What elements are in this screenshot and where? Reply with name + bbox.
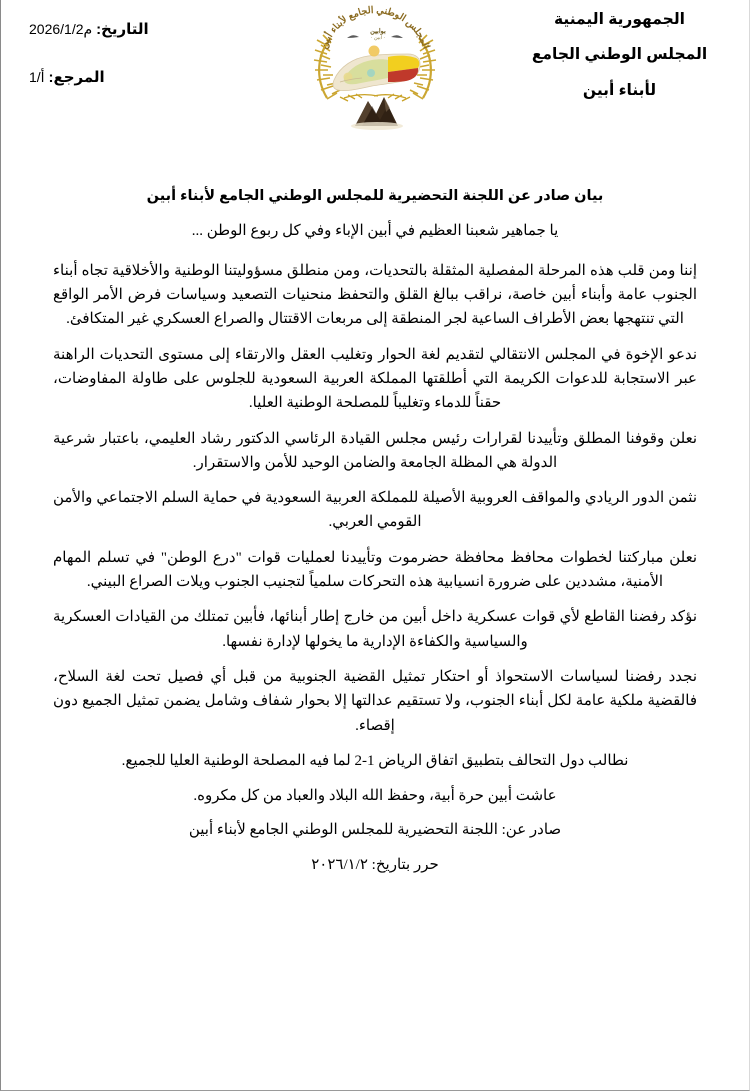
letterhead-meta-block — [29, 20, 249, 86]
emblem-ornament-right — [391, 35, 403, 38]
letterhead-council-line: المجلس الوطني الجامع — [531, 46, 708, 64]
letterhead-affiliation-line: لأبناء أبين — [582, 81, 657, 99]
emblem-logo — [300, 2, 450, 134]
reference-label: المرجع: — [48, 69, 105, 86]
paragraph: ندعو الإخوة في المجلس الانتقالي لتقديم لغة الحوار وتغليب العقل والارتقاء إلى مستوى التحديات الراهنة عبر الاستجابة للدعوات الكريمة التي أطلقتها المملكة العربية السعودية للجلوس على طاولة المفاوضات، حقناً للدماء وتغليباً للمصلحة الوطنية العليا. — [53, 346, 697, 412]
emblem-inner-subtext: · ابين · — [370, 35, 386, 41]
closing-line: عاشت أبين حرة أبية، وحفظ الله البلاد والعباد من كل مكروه. — [193, 788, 557, 805]
letterhead — [1, 0, 749, 150]
reference-value: أ/1 — [29, 69, 45, 85]
emblem-ornament-left — [347, 35, 359, 38]
signature-line: صادر عن: اللجنة التحضيرية للمجلس الوطني الجامع لأبناء أبين — [188, 822, 562, 839]
emblem-inner-text: بوابين — [370, 28, 386, 35]
paragraph: نجدد رفضنا لسياسات الاستحواذ أو احتكار تمثيل القضية الجنوبية من قبل أي فصيل تحت لغة السلاح، فالقضية ملكية عامة لكل أبناء الجنوب، ولا تستقيم عدالتها إلا بحوار شفاف وشامل يضمن تمثيل الجميع دون إقصاء. — [53, 668, 697, 734]
paragraph: نثمن الدور الريادي والمواقف العروبية الأصيلة للمملكة العربية السعودية في حماية السلم الاجتماعي والأمن القومي العربي. — [53, 490, 697, 531]
date-label: التاريخ: — [96, 21, 149, 38]
date-value: 2026/1/2م — [29, 21, 93, 37]
letterhead-organization-block — [512, 12, 727, 99]
paragraph: نعلن وقوفنا المطلق وتأييدنا لقرارات رئيس مجلس القيادة الرئاسي الدكتور رشاد العليمي، باعتبار شرعية الدولة هي المظلة الجامعة والضامن الوحيد للأمن والاستقرار. — [53, 430, 697, 471]
dateline: حرر بتاريخ: ٢٠٢٦/١/٢ — [311, 856, 439, 873]
paragraph: نعلن مباركتنا لخطوات محافظ محافظة حضرموت وتأييدنا لعمليات قوات "درع الوطن" في تسلم المهام الأمنية، مشددين على ضرورة انسيابية هذه التحركات سلمياً لتجنيب الجنوب ويلات الصراع البيني. — [53, 549, 697, 591]
paragraph: نؤكد رفضنا القاطع لأي قوات عسكرية داخل أبين من خارج إطار أبنائها، فأبين تمتلك من القيادات العسكرية والسياسية والكفاءة الإدارية ما يخولها لإدارة نفسها. — [53, 609, 697, 650]
paragraph: إننا ومن قلب هذه المرحلة المفصلية المثقلة بالتحديات، ومن منطلق مسؤوليتنا الوطنية والأخلاقية تجاه أبناء الجنوب عامة وأبناء أبين خاصة، نراقب ببالغ القلق والتحفظ منحنيات التصعيد وسياسات فرض الأمر الواقع التي تنتهجها بعض الأطراف الساعية لجر المنطقة إلى مربعات الاقتتال والصراع العسكري غير المتكافئ. — [53, 262, 697, 328]
emblem-arc-text: المجلس الوطني الجامع لأبناء أبين — [318, 4, 432, 51]
statement-title: بيان صادر عن اللجنة التحضيرية للمجلس الوطني الجامع لأبناء أبين — [146, 188, 604, 204]
date-field — [29, 20, 249, 38]
emblem-map — [333, 46, 420, 91]
reference-field — [29, 68, 249, 86]
document-body — [1, 186, 749, 877]
emblem-wheat-bottom — [340, 94, 410, 101]
salutation-line: يا جماهير شعبنا العظيم في أبين الإباء وفي كل ربوع الوطن ... — [191, 223, 559, 240]
emblem-mountains — [351, 97, 403, 130]
paragraph: نطالب دول التحالف بتطبيق اتفاق الرياض 1-2 لما فيه المصلحة الوطنية العليا للجميع. — [121, 752, 629, 769]
letterhead-country-line: الجمهورية اليمنية — [553, 11, 685, 28]
